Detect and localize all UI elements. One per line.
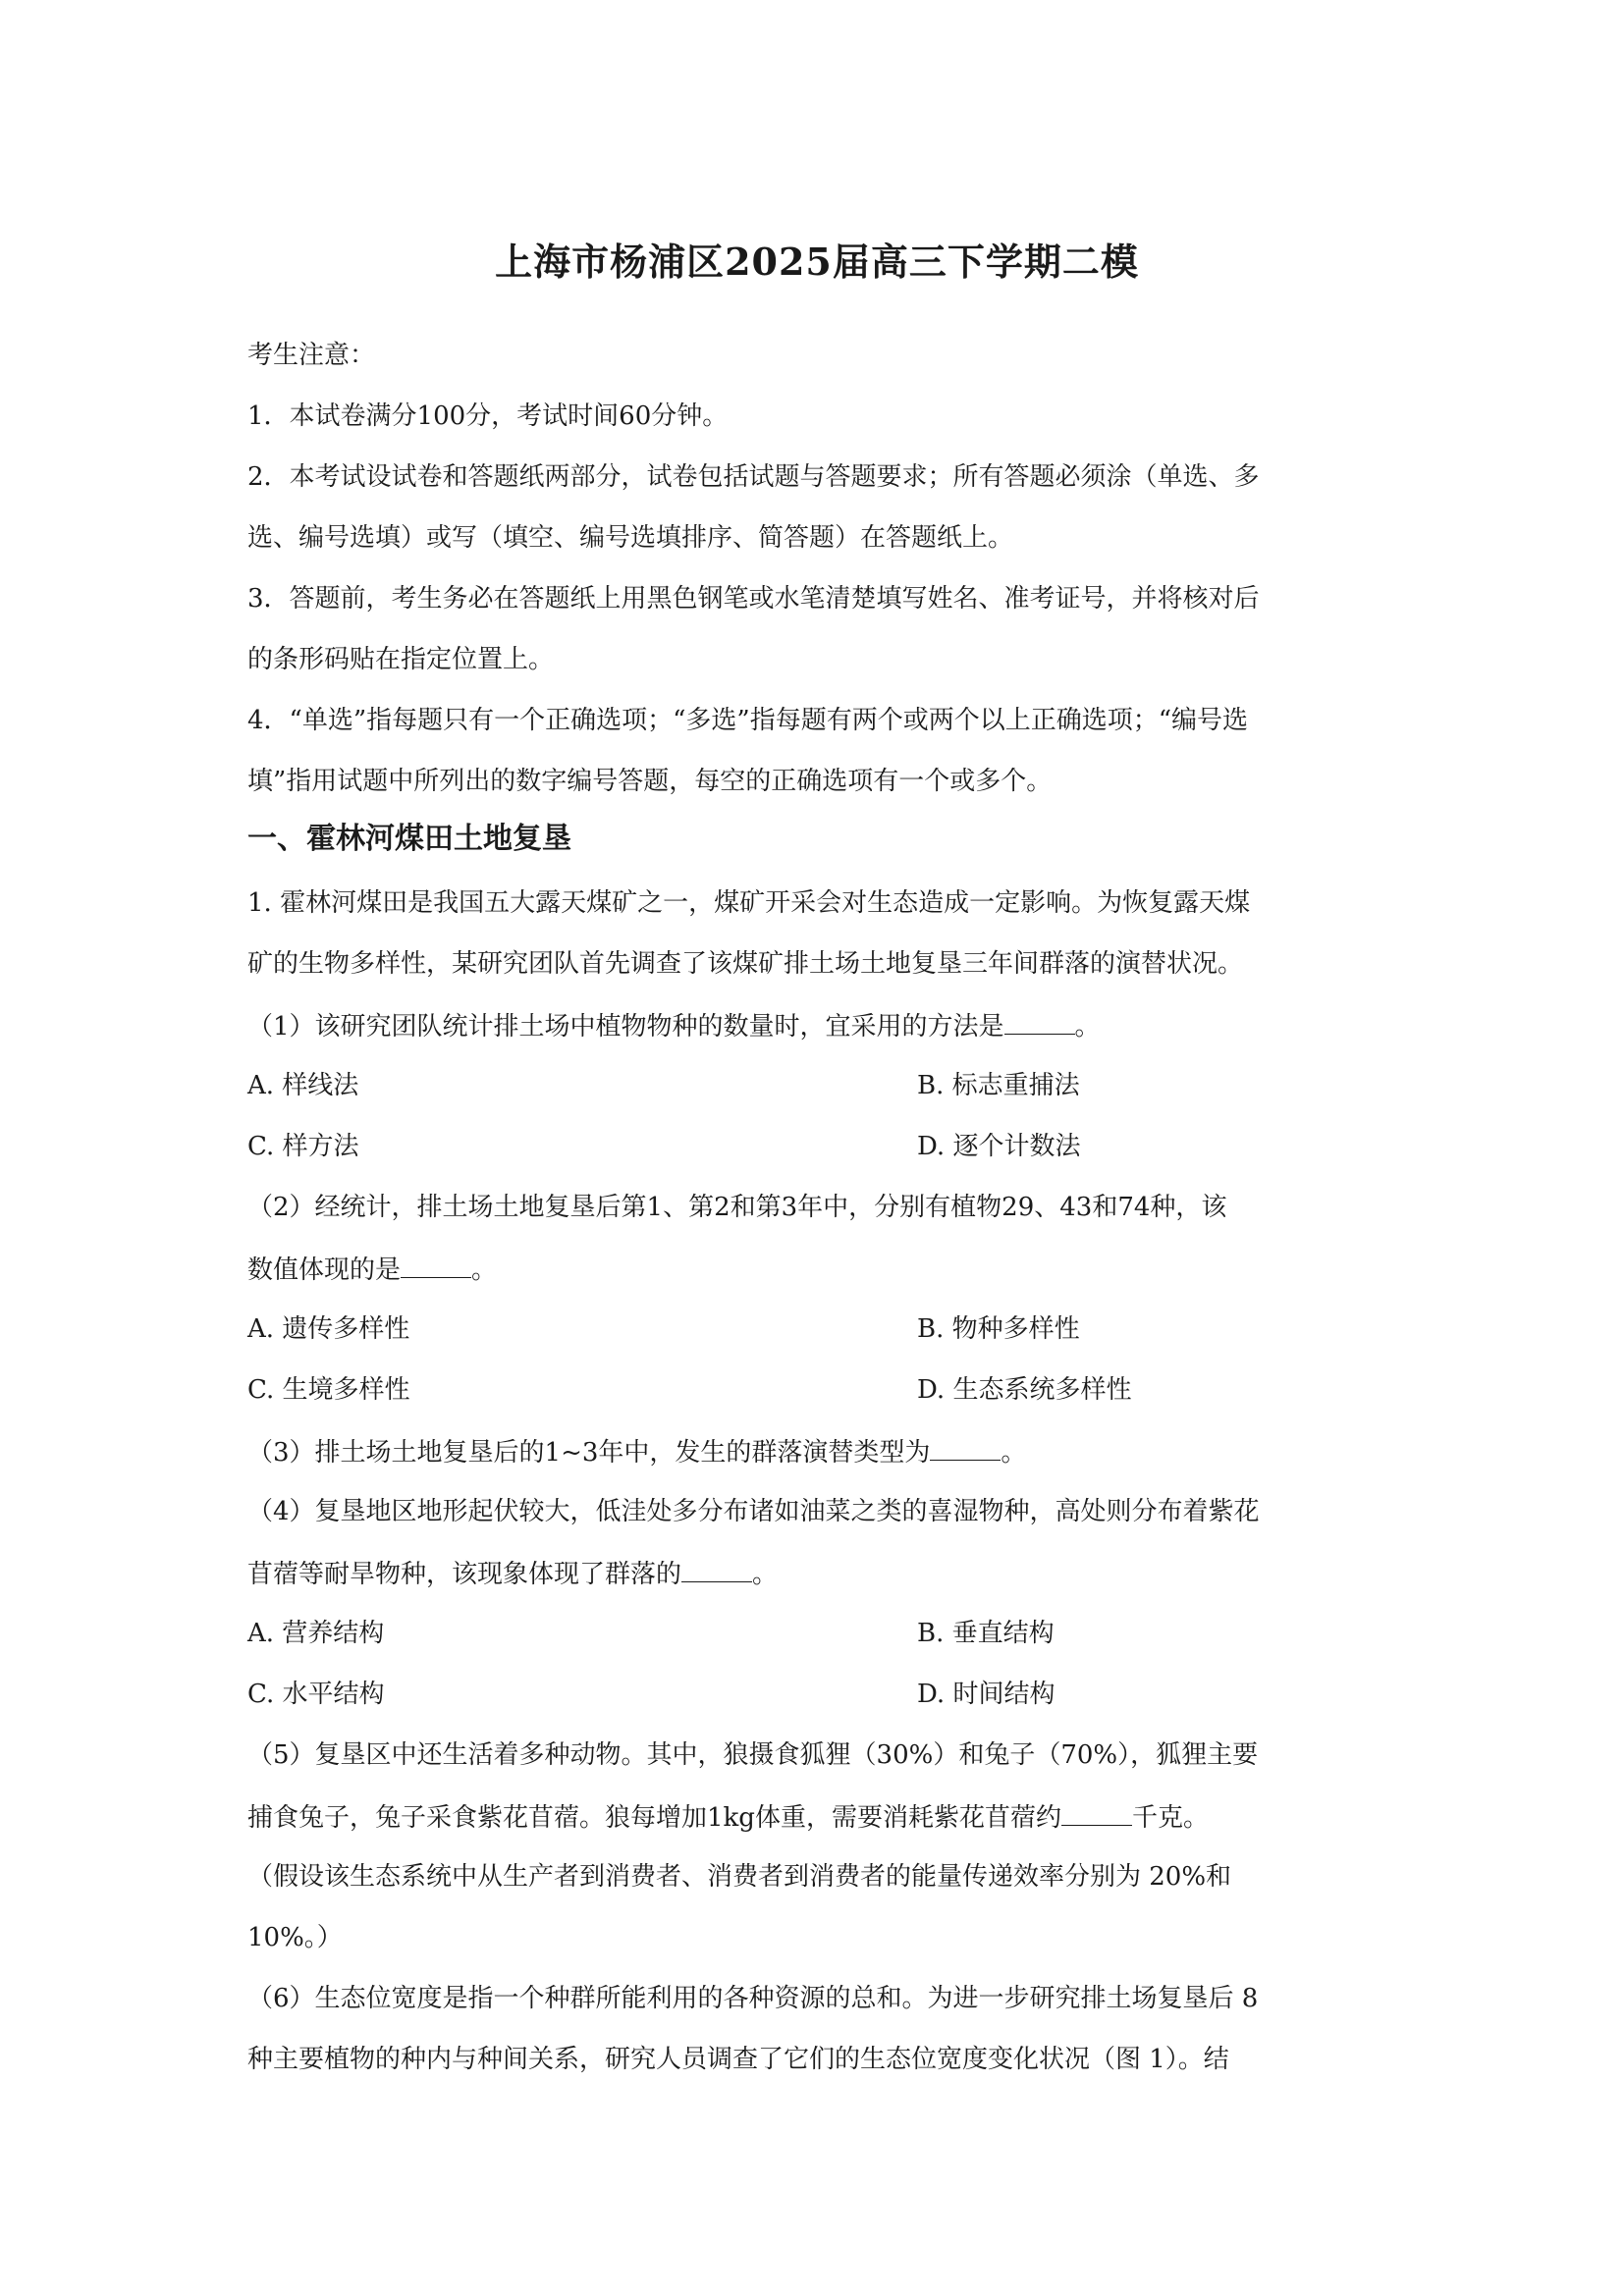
q3-stem [247,1434,1026,1469]
q2-option-d: D. 生态系统多样性 [917,1375,1132,1405]
q4-option-b: B. 垂直结构 [917,1619,1055,1648]
answer-blank [681,1556,752,1582]
q4-stem-line-2 [247,1556,778,1591]
q2-option-c: C. 生境多样性 [247,1375,410,1405]
section-heading: 一、霍林河煤田土地复垦 [247,822,571,856]
q2-option-b: B. 物种多样性 [917,1314,1080,1344]
question-intro-line-2: 矿的生物多样性，某研究团队首先调查了该煤矿排土场土地复垦三年间群落的演替状况。 [247,949,1244,979]
q6-stem-line-2: 种主要植物的种内与种间关系，研究人员调查了它们的生态位宽度变化状况（图 1）。结 [247,2045,1229,2074]
notice-line-1: 1．本试卷满分100分，考试时间60分钟。 [247,401,729,431]
q4-stem-line-1: （4）复垦地区地形起伏较大，低洼处多分布诸如油菜之类的喜湿物种，高处则分布着紫花 [247,1497,1260,1526]
q3-stem-end: 。 [1001,1438,1027,1468]
q2-stem-line-1: （2）经统计，排土场土地复垦后第1、第2和第3年中，分别有植物29、43和74种，该 [247,1193,1227,1222]
answer-blank [930,1434,1001,1461]
answer-blank [1061,1799,1132,1826]
question-intro-line-1: 1. 霍林河煤田是我国五大露天煤矿之一，煤矿开采会对生态造成一定影响。为恢复露天煤 [247,888,1251,918]
answer-blank [401,1252,471,1278]
q1-option-a: A. 样线法 [247,1071,359,1100]
q5-stem-line-1: （5）复垦区中还生活着多种动物。其中，狼摄食狐狸（30%）和兔子（70%），狐狸主要 [247,1740,1259,1770]
page-title: 上海市杨浦区2025届高三下学期二模 [495,240,1139,284]
q2-stem-line-2 [247,1252,497,1287]
notice-line-3: 选、编号选填）或写（填空、编号选填排序、简答题）在答题纸上。 [247,523,1014,553]
q2-stem-end: 。 [471,1255,498,1285]
notice-line-6: 4．“单选”指每题只有一个正确选项；“多选”指每题有两个或两个以上正确选项；“编号选 [247,706,1249,735]
q4-stem-text: 苜蓿等耐旱物种，该现象体现了群落的 [247,1560,682,1589]
answer-blank [1004,1008,1075,1035]
notice-line-5: 的条形码贴在指定位置上。 [247,645,555,674]
q2-option-a: A. 遗传多样性 [247,1314,410,1344]
notice-title: 考生注意： [247,341,376,370]
q5-stem-line-3: （假设该生态系统中从生产者到消费者、消费者到消费者的能量传递效率分别为 20%和 [247,1862,1232,1892]
q5-stem-text: 捕食兔子，兔子采食紫花苜蓿。狼每增加1kg体重，需要消耗紫花苜蓿约 [247,1803,1061,1833]
q1-option-c: C. 样方法 [247,1132,359,1161]
notice-line-7: 填”指用试题中所列出的数字编号答题，每空的正确选项有一个或多个。 [247,767,1053,796]
q5-stem-end: 千克。 [1131,1803,1209,1833]
q1-option-d: D. 逐个计数法 [917,1132,1081,1161]
q1-option-b: B. 标志重捕法 [917,1071,1080,1100]
q5-stem-line-2 [247,1799,1209,1835]
q1-stem [247,1008,1101,1043]
q1-stem-end: 。 [1074,1012,1101,1041]
q4-option-c: C. 水平结构 [247,1680,385,1709]
q4-option-d: D. 时间结构 [917,1680,1056,1709]
q6-stem-line-1: （6）生态位宽度是指一个种群所能利用的各种资源的总和。为进一步研究排土场复垦后 8 [247,1984,1259,2013]
q2-stem-text: 数值体现的是 [247,1255,402,1285]
q1-stem-text: （1）该研究团队统计排土场中植物物种的数量时，宜采用的方法是 [247,1012,1004,1041]
q3-stem-text: （3）排土场土地复垦后的1~3年中，发生的群落演替类型为 [247,1438,931,1468]
q4-stem-end: 。 [752,1560,779,1589]
notice-line-2: 2．本考试设试卷和答题纸两部分，试卷包括试题与答题要求；所有答题必须涂（单选、多 [247,462,1260,492]
q5-stem-line-4: 10%。） [247,1923,343,1952]
q4-option-a: A. 营养结构 [247,1619,385,1648]
notice-line-4: 3．答题前，考生务必在答题纸上用黑色钢笔或水笔清楚填写姓名、准考证号，并将核对后 [247,584,1260,614]
